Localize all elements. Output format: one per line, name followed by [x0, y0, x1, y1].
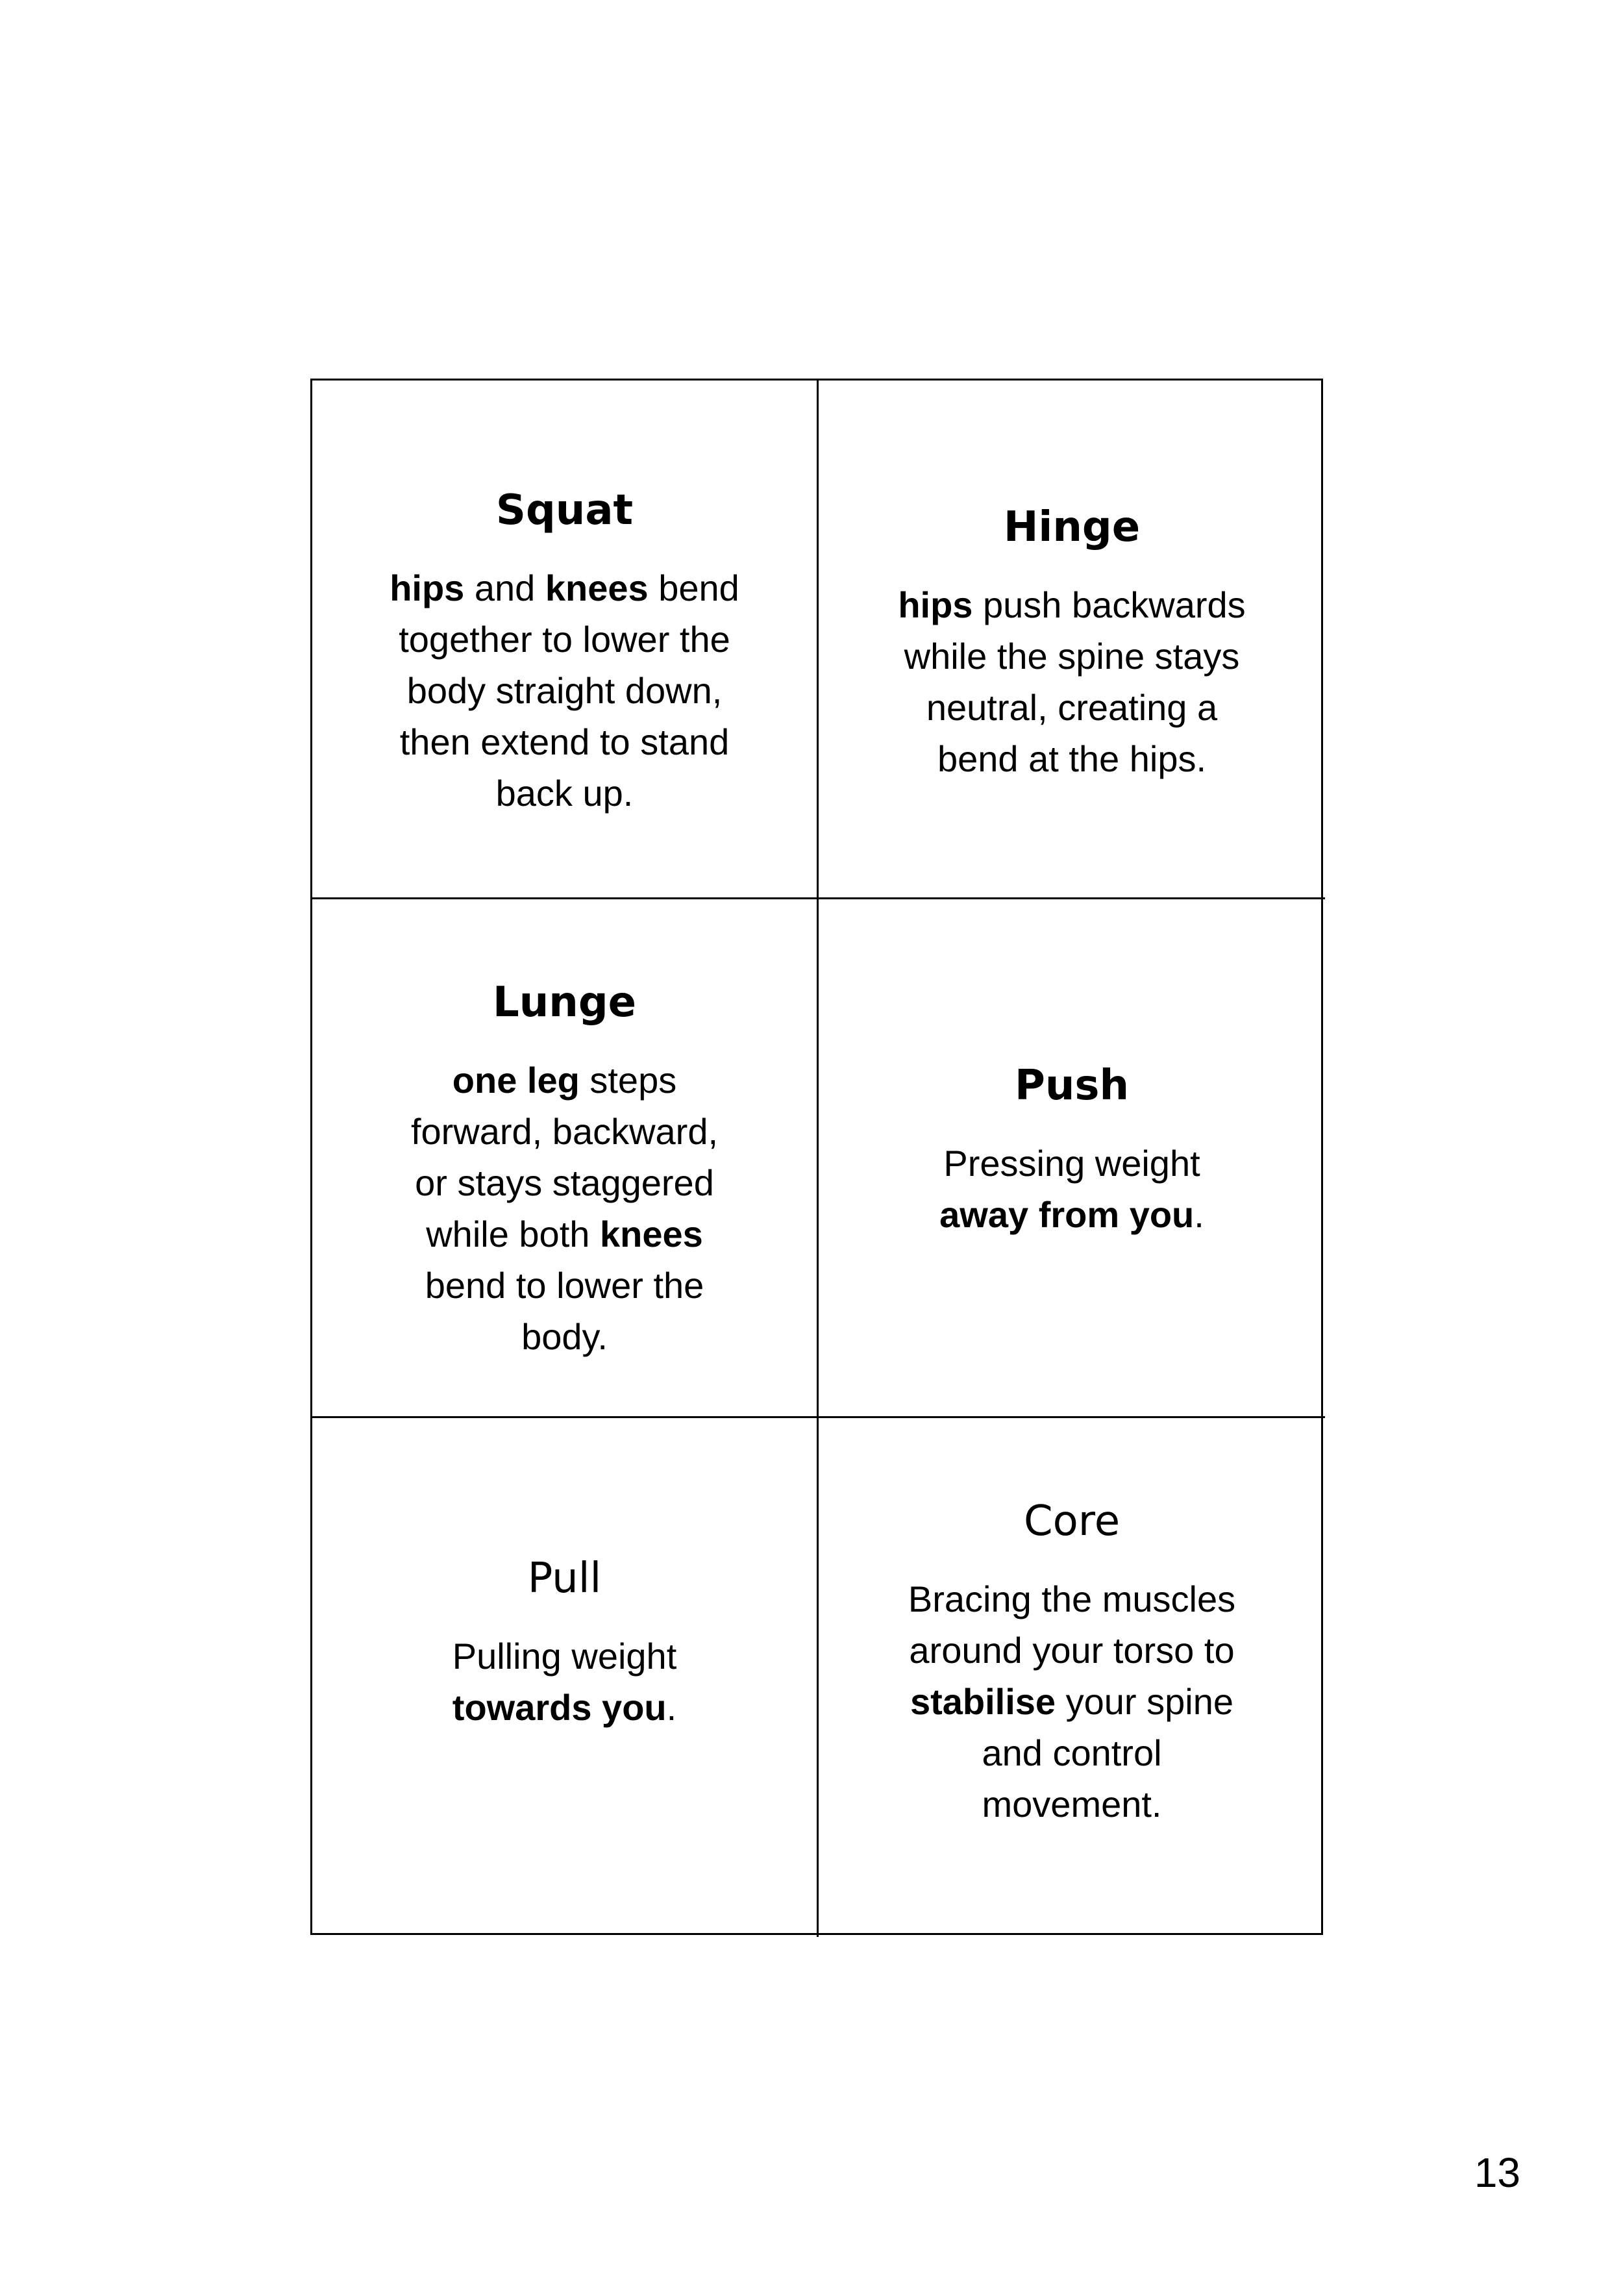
emphasis-text: hips [898, 584, 973, 625]
body-text: neutral, creating a [926, 687, 1218, 728]
movement-cards-grid [310, 379, 1323, 1935]
body-text: Pressing weight [943, 1143, 1200, 1184]
description-line [819, 1625, 1325, 1676]
card-core [819, 1418, 1325, 1937]
body-text: or stays staggered [415, 1162, 714, 1203]
body-text: bend [648, 568, 739, 608]
card-title: Squat [495, 486, 634, 534]
card-title: Pull [527, 1554, 602, 1603]
description-line [312, 614, 817, 665]
body-text: back up. [495, 773, 634, 814]
card-title: Core [1023, 1497, 1121, 1545]
body-text: steps [579, 1060, 677, 1101]
emphasis-text: knees [599, 1214, 703, 1254]
body-text: movement. [982, 1784, 1162, 1825]
card-hinge [819, 381, 1325, 899]
emphasis-text: knees [545, 568, 649, 608]
description-line [312, 1157, 817, 1208]
body-text: . [666, 1687, 677, 1728]
emphasis-text: one leg [452, 1060, 580, 1101]
card-lunge [312, 899, 819, 1418]
body-text: and [464, 568, 545, 608]
description-line [819, 1573, 1325, 1625]
description-line [819, 579, 1325, 630]
card-description [819, 1138, 1325, 1240]
page-number: 13 [1474, 2149, 1520, 2196]
emphasis-text: towards you [452, 1687, 667, 1728]
description-line [819, 1138, 1325, 1189]
description-line [819, 630, 1325, 682]
description-line [312, 1260, 817, 1311]
description-line [312, 665, 817, 716]
body-text: your spine [1056, 1681, 1234, 1722]
description-line [312, 1106, 817, 1157]
body-text: bend at the hips. [937, 738, 1207, 779]
card-squat [312, 381, 819, 899]
description-line [312, 767, 817, 819]
card-description [819, 1573, 1325, 1830]
body-text: and control [982, 1732, 1162, 1773]
card-title: Hinge [1003, 503, 1141, 551]
description-line [819, 1676, 1325, 1727]
description-line [312, 1054, 817, 1106]
body-text: body straight down, [406, 670, 723, 711]
card-title: Lunge [492, 979, 637, 1027]
description-line [819, 1189, 1325, 1240]
body-text: forward, backward, [410, 1111, 719, 1152]
description-line [312, 1208, 817, 1260]
emphasis-text: away from you [939, 1194, 1195, 1235]
description-line [312, 562, 817, 614]
card-description [312, 1630, 817, 1733]
body-text: then extend to stand [399, 721, 730, 762]
body-text: . [1194, 1194, 1204, 1235]
description-line [312, 1630, 817, 1682]
description-line [312, 1311, 817, 1362]
body-text: push backwards [973, 584, 1246, 625]
body-text: bend to lower the [425, 1265, 704, 1306]
description-line [312, 716, 817, 767]
body-text: Bracing the muscles [908, 1578, 1236, 1619]
description-line [819, 682, 1325, 733]
card-description [312, 562, 817, 819]
body-text: body. [521, 1316, 608, 1357]
card-description [819, 579, 1325, 784]
body-text: together to lower the [399, 619, 730, 660]
body-text: around your torso to [909, 1630, 1235, 1671]
body-text: while both [426, 1214, 600, 1254]
emphasis-text: hips [390, 568, 465, 608]
card-title: Push [1014, 1062, 1130, 1110]
card-push [819, 899, 1325, 1418]
body-text: while the spine stays [904, 636, 1240, 677]
description-line [312, 1682, 817, 1733]
emphasis-text: stabilise [910, 1681, 1056, 1722]
description-line [819, 733, 1325, 784]
card-pull [312, 1418, 819, 1937]
body-text: Pulling weight [452, 1636, 677, 1677]
card-description [312, 1054, 817, 1362]
description-line [819, 1778, 1325, 1830]
description-line [819, 1727, 1325, 1778]
